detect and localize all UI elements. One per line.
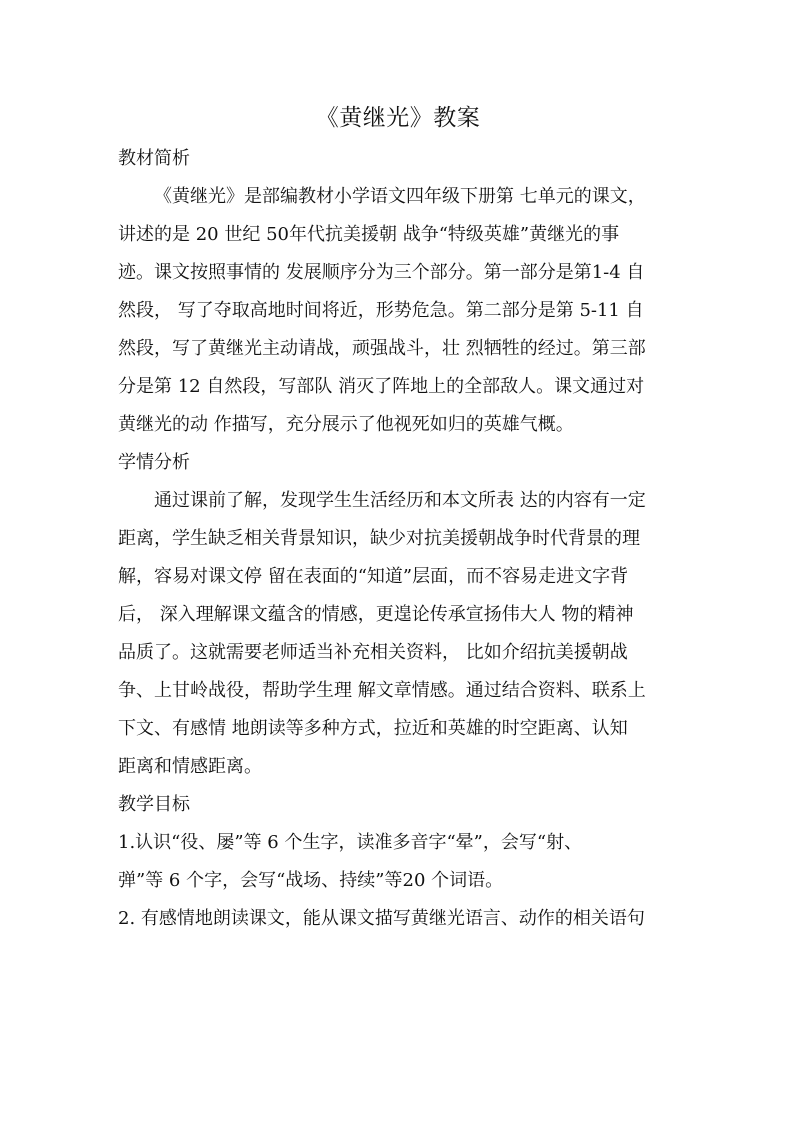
text-line: 2. 有感情地朗读课文，能从课文描写黄继光语言、动作的相关语句: [118, 908, 645, 929]
section-heading-textbook-analysis: 教材简析: [118, 148, 190, 169]
text-line: 距离，学生缺乏相关背景知识，缺少对抗美援朝战争时代背景的理: [118, 528, 640, 549]
document-title: 《黄继光》教案: [315, 105, 481, 131]
text-line: 品质了。这就需要老师适当补充相关资料， 比如介绍抗美援朝战: [118, 642, 628, 663]
objective-item-2: [118, 900, 678, 938]
text-line: 争、上甘岭战役，帮助学生理 解文章情感。通过结合资料、联系上: [118, 680, 646, 701]
text-line: 讲述的是 20 世纪 50年代抗美援朝 战争“特级英雄”黄继光的事: [118, 224, 620, 245]
section-heading-student-analysis: 学情分析: [118, 452, 190, 473]
text-line: 然段，写了黄继光主动请战，顽强战斗，壮 烈牺牲的经过。第三部: [118, 338, 646, 359]
text-line: 迹。课文按照事情的 发展顺序分为三个部分。第一部分是第1-4 自: [118, 262, 645, 283]
text-line: 《黄继光》是部编教材小学语文四年级下册第 七单元的课文，: [154, 186, 646, 207]
text-line: 1.认识“役、屡”等 6 个生字，读准多音字“晕”，会写“射、: [118, 832, 583, 853]
text-line: 解，容易对课文停 留在表面的“知道”层面，而不容易走进文字背: [118, 566, 629, 587]
text-line: 通过课前了解，发现学生生活经历和本文所表 达的内容有一定: [154, 490, 646, 511]
paragraph-textbook-analysis: [118, 178, 678, 444]
text-line: 弹”等 6 个字，会写“战场、持续”等20 个词语。: [118, 870, 504, 891]
text-line: 距离和情感距离。: [118, 756, 262, 777]
objective-item-1: [118, 824, 678, 900]
paragraph-student-analysis: [118, 482, 678, 786]
text-line: 下文、有感情 地朗读等多种方式，拉近和英雄的时空距离、认知: [118, 718, 628, 739]
section-heading-teaching-objectives: 教学目标: [118, 794, 190, 815]
text-line: 分是第 12 自然段，写部队 消灭了阵地上的全部敌人。课文通过对: [118, 376, 645, 397]
text-line: 黄继光的动 作描写，充分展示了他视死如归的英雄气概。: [118, 414, 574, 435]
document-page: [118, 96, 678, 938]
text-line: 后， 深入理解课文蕴含的情感，更遑论传承宣扬伟大人 物的精神: [118, 604, 634, 625]
text-line: 然段， 写了夺取高地时间将近，形势危急。第二部分是第 5-11 自: [118, 300, 644, 321]
